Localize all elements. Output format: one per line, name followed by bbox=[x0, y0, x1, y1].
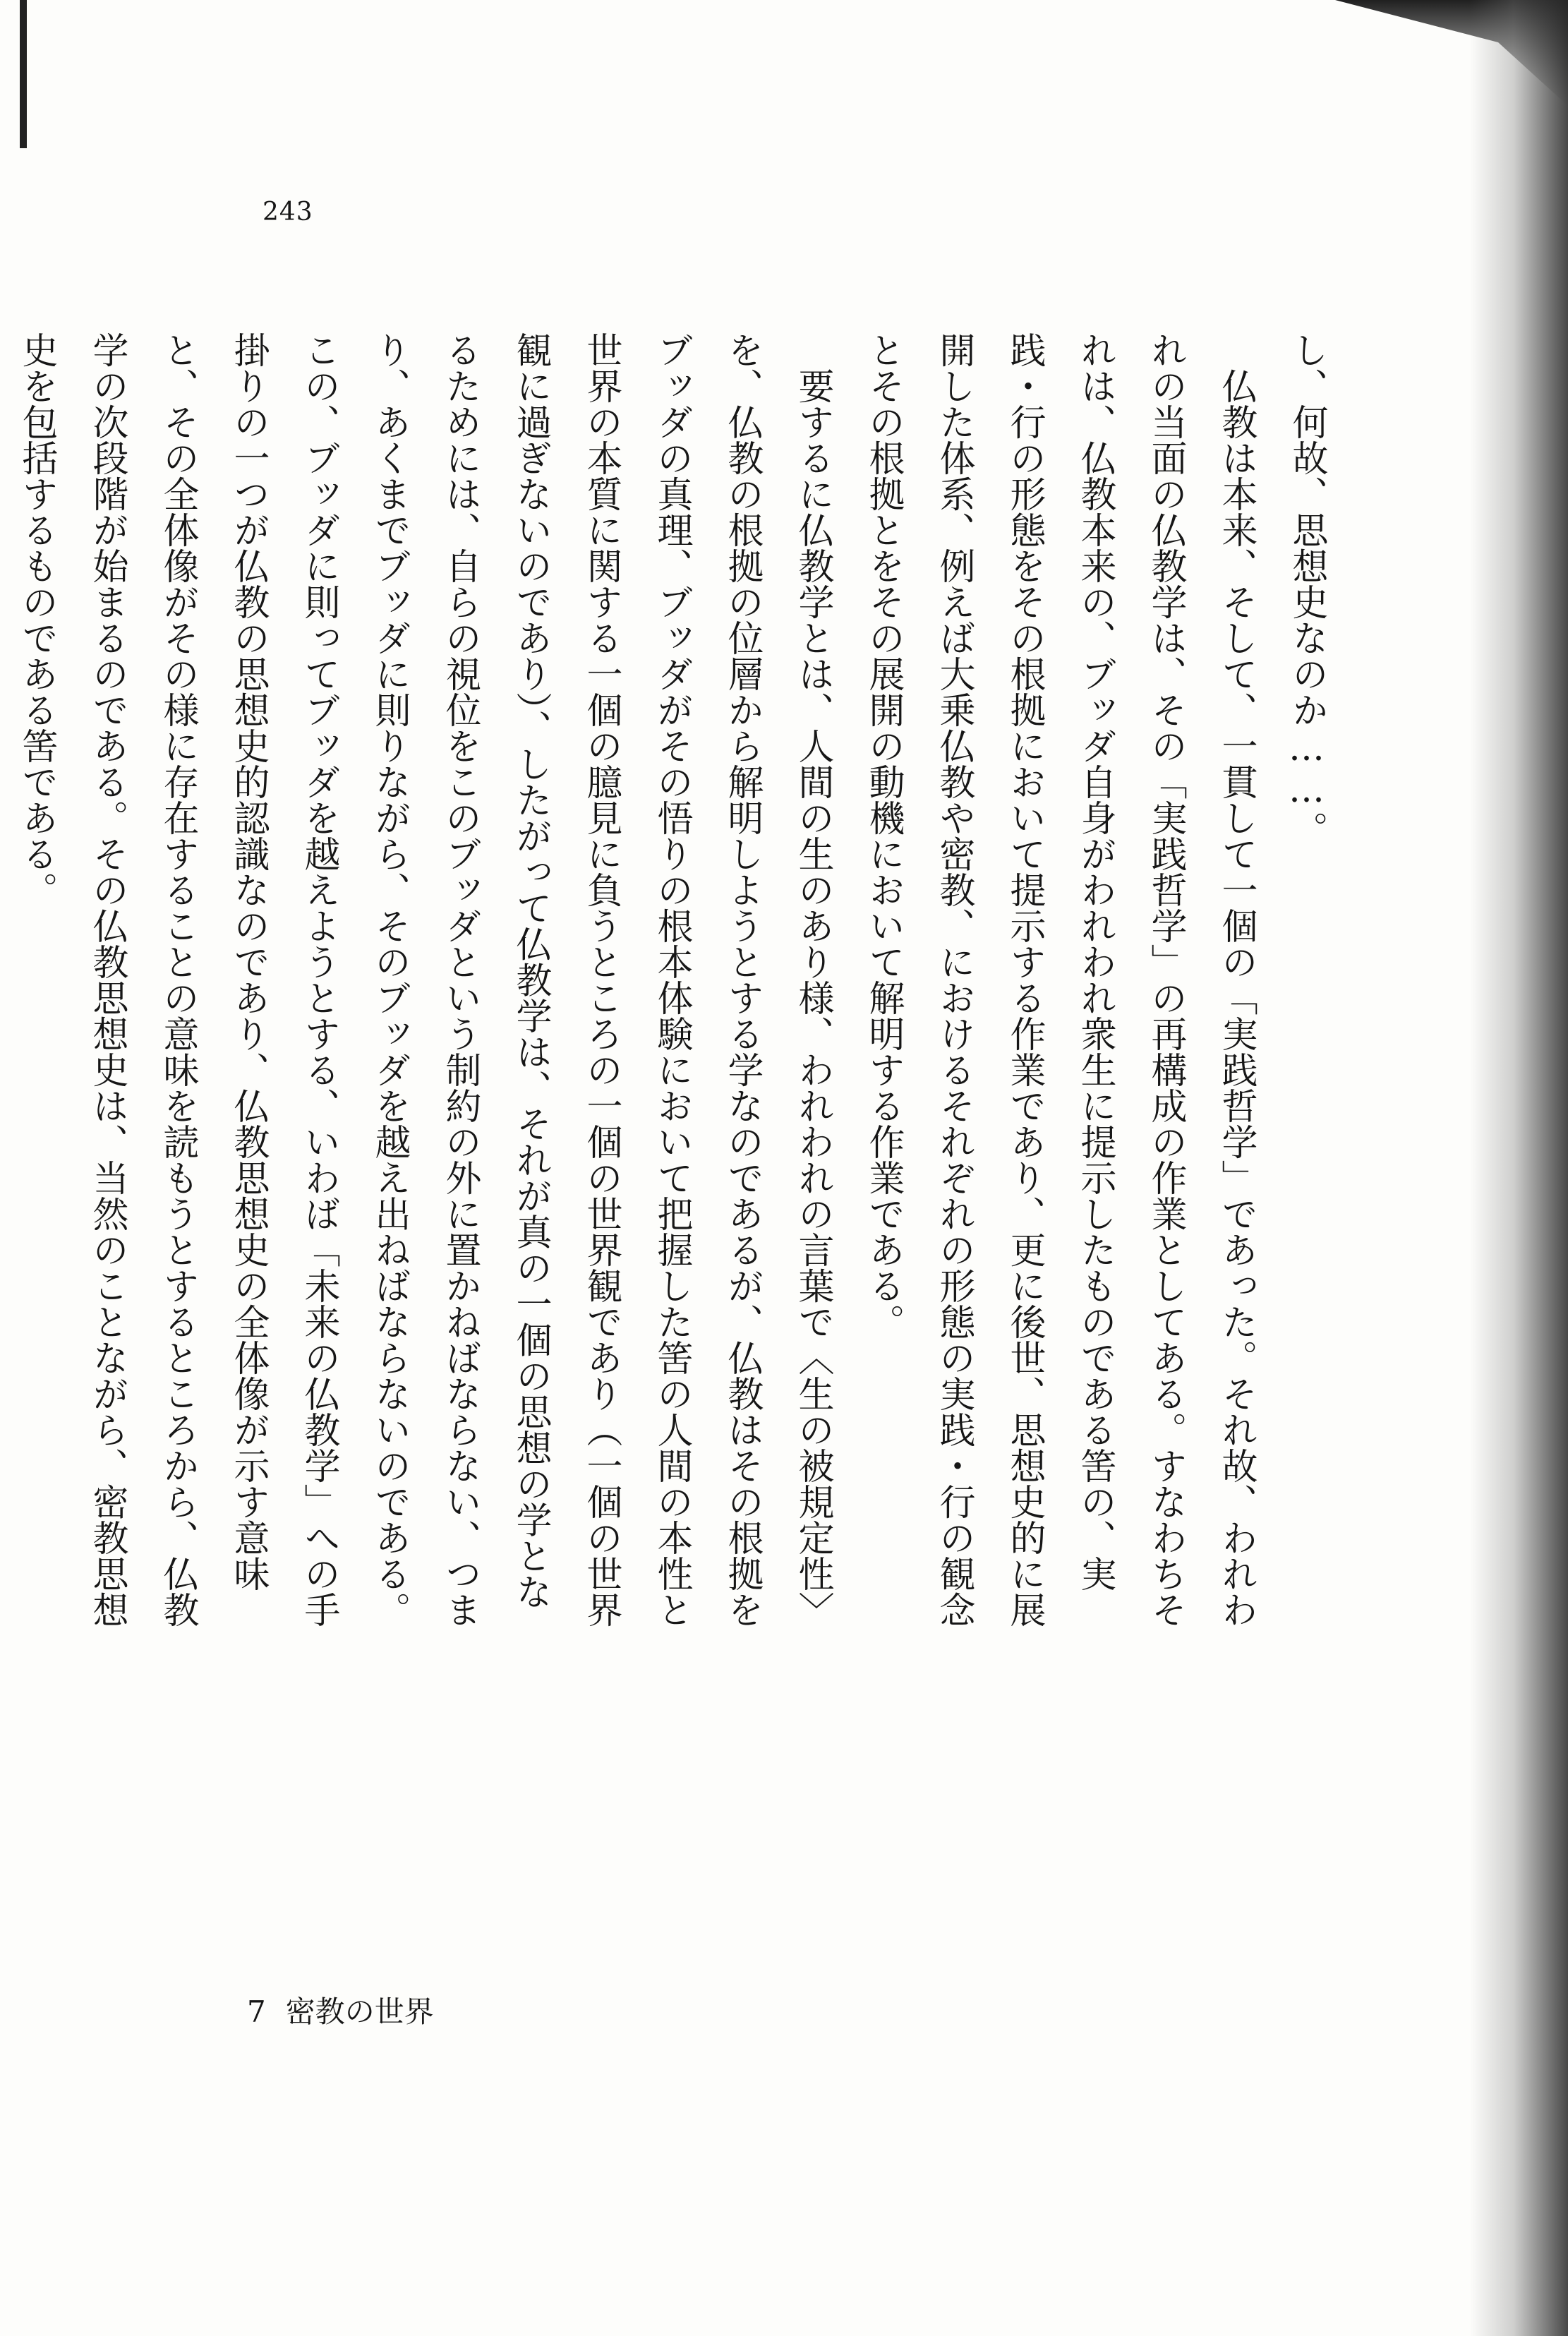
chapter-number: 7 bbox=[247, 1994, 266, 2029]
running-footer bbox=[247, 1989, 434, 2031]
scan-shadow-right bbox=[1469, 0, 1568, 2336]
paragraph-2: 仏教は本来、そして、一貫して一個の「実践哲学」であった。それ故、われわれの当面の仏教学は、その「実践哲学」の再構成の作業としてある。すなわちそれは、仏教本来の、ブッダ自身がわれわれ衆生に提示したものである筈の、実践・行の形態をその根拠において提示する作業であり、更に後世、思想史的に展開した体系、例えば大乗仏教や密教、におけるそれぞれの形態の実践・行の観念とその根拠とをその展開の動機において解明する作業である。 bbox=[862, 332, 1257, 1627]
scan-shadow-left bbox=[20, 0, 27, 148]
paragraph-4 bbox=[0, 332, 1, 1644]
paragraph-1: し、何故、思想史なのか……。 bbox=[1286, 332, 1327, 847]
page-number: 243 bbox=[263, 198, 313, 227]
paragraph-3: 要するに仏教学とは、人間の生のあり様、われわれの言葉で〈生の被規定性〉を、仏教の根拠の位層から解明しようとする学なのであるが、仏教はその根拠をブッダの真理、ブッダがその悟りの根本体験において把握した筈の人間の本性と世界の本質に関する一個の臆見に負うところの一個の世界観であり（一個の世界観に過ぎないのであり）、したがって仏教学は、それが真の一個の思想の学となるためには、自らの視位をこのブッダという制約の外に置かねばならない、つまり、あくまでブッダに則りながら、そのブッダを越え出ねばならないのである。この、ブッダに則ってブッダを越えようとする、いわば「未来の仏教学」への手掛りの一つが仏教の思想史的認識なのであり、仏教思想史の全体像が示す意味と、その全体像がその様に存在することの意味を読もうとするところから、仏教学の次段階が始まるのである。その仏教思想史は、当然のことながら、密教思想史を包括するものである筈である。 bbox=[16, 332, 833, 1627]
chapter-title: 密教の世界 bbox=[285, 1994, 434, 2029]
vertical-text-body bbox=[16, 332, 1341, 1644]
